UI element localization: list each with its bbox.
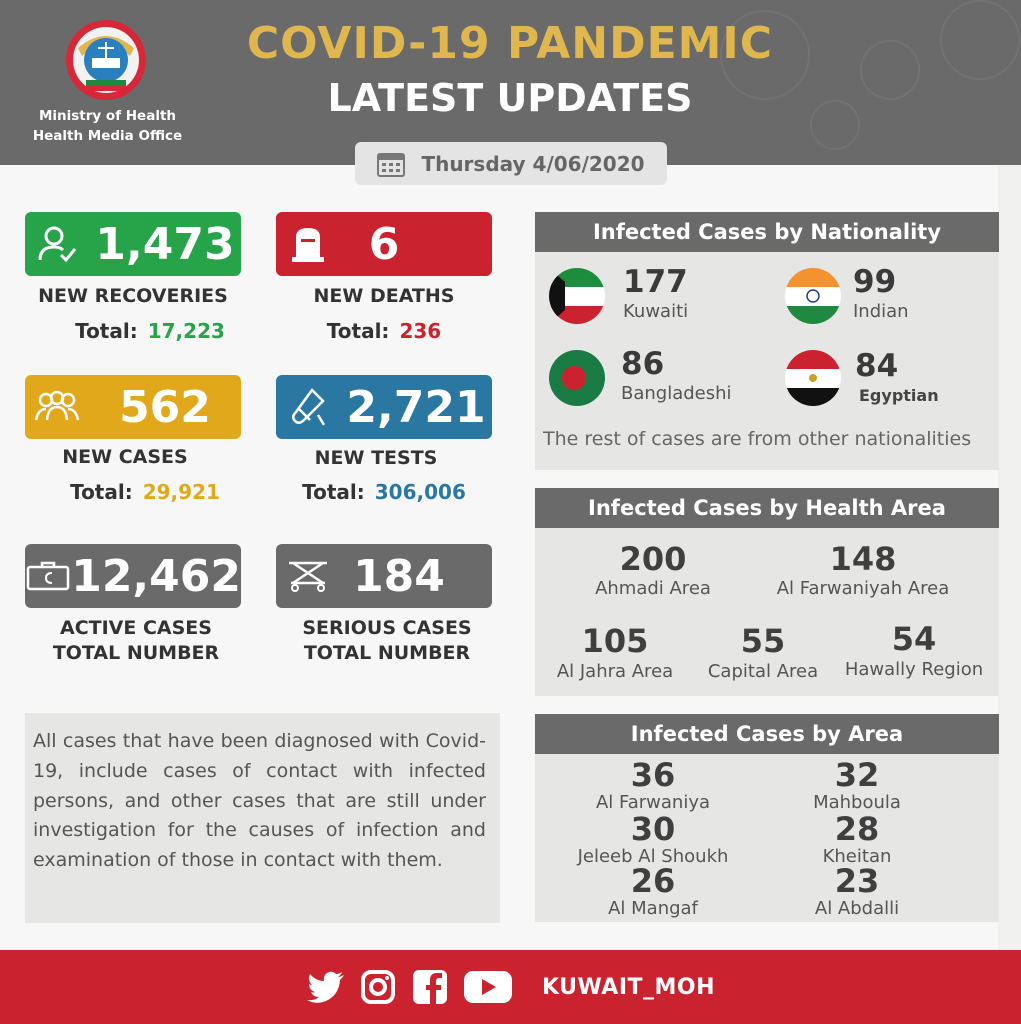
instagram-icon[interactable] <box>358 967 398 1007</box>
ministry-line1: Ministry of Health <box>38 108 177 124</box>
recoveries-card <box>25 212 241 276</box>
cases-card <box>25 375 241 439</box>
india-flag-icon <box>785 268 841 324</box>
report-date: Thursday 4/06/2020 <box>421 151 645 176</box>
recovered-person-icon <box>25 212 89 276</box>
serious-card <box>276 544 492 608</box>
mangaf-count: 26 <box>630 862 676 900</box>
total-label: Total: <box>302 480 365 504</box>
twitter-icon[interactable] <box>306 967 346 1007</box>
note-text: All cases that have been diagnosed with Covid-19, include cases of contact with infected persons, and other cases that are still under investigation for the causes of infection and examination of those in contact with them. <box>33 730 486 872</box>
footer-bar <box>0 950 1021 1024</box>
note-box <box>25 713 500 923</box>
nationality-heading: Infected Cases by Nationality <box>535 212 999 252</box>
cases-total <box>25 480 265 504</box>
jahra-count: 105 <box>581 622 649 660</box>
calendar-icon <box>377 151 405 177</box>
active-label-line1: ACTIVE CASES <box>60 617 212 639</box>
jeleeb-label: Jeleeb Al Shoukh <box>577 846 729 867</box>
total-label: Total: <box>75 319 138 343</box>
indian-label: Indian <box>853 301 909 322</box>
ahmadi-label: Ahmadi Area <box>595 578 711 599</box>
ministry-emblem-icon <box>62 14 150 102</box>
mahboula-label: Mahboula <box>813 792 901 813</box>
jeleeb-count: 30 <box>630 810 676 848</box>
mangaf-label: Al Mangaf <box>608 898 698 919</box>
area-heading: Infected Cases by Area <box>535 714 999 754</box>
al-farwaniya-count: 36 <box>630 756 676 794</box>
mahboula-count: 32 <box>834 756 880 794</box>
egypt-flag-icon <box>785 350 841 406</box>
social-handle[interactable]: KUWAIT_MOH <box>541 974 716 1000</box>
deaths-label: NEW DEATHS <box>313 285 455 307</box>
abdalli-count: 23 <box>834 862 880 900</box>
tombstone-icon <box>276 212 340 276</box>
nationality-section <box>535 212 999 470</box>
health-area-heading: Infected Cases by Health Area <box>535 488 999 528</box>
tests-value: 2,721 <box>346 381 486 433</box>
active-card <box>25 544 241 608</box>
capital-count: 55 <box>740 622 786 660</box>
recoveries-label: NEW RECOVERIES <box>38 285 228 307</box>
serious-value: 184 <box>353 550 445 602</box>
kheitan-label: Kheitan <box>822 846 892 867</box>
jahra-label: Al Jahra Area <box>556 661 674 682</box>
bangladeshi-count: 86 <box>621 346 665 382</box>
ministry-line2: Health Media Office <box>32 128 183 144</box>
subtitle: LATEST UPDATES <box>327 76 693 120</box>
tests-card <box>276 375 492 439</box>
stretcher-icon <box>276 544 340 608</box>
test-tube-icon <box>276 375 340 439</box>
serious-label-line1: SERIOUS CASES <box>302 617 472 639</box>
active-label <box>25 616 247 666</box>
bangladeshi-label: Bangladeshi <box>621 383 732 404</box>
active-label-line2: TOTAL NUMBER <box>52 642 220 664</box>
ahmadi-count: 200 <box>619 540 687 578</box>
suitcase-icon <box>25 544 71 608</box>
tests-total <box>276 480 492 504</box>
tests-label: NEW TESTS <box>314 447 438 469</box>
total-label: Total: <box>70 480 133 504</box>
ministry-name <box>20 106 195 146</box>
indian-count: 99 <box>853 264 897 300</box>
kheitan-count: 28 <box>834 810 880 848</box>
recoveries-total-value: 17,223 <box>147 319 225 343</box>
recoveries-total <box>25 319 275 343</box>
area-section <box>535 714 999 922</box>
nationality-footnote: The rest of cases are from other nationalities <box>543 428 972 450</box>
health-area-section <box>535 488 999 696</box>
serious-label <box>276 616 498 666</box>
main-title: COVID-19 PANDEMIC <box>246 18 774 69</box>
kuwait-flag-icon <box>549 268 605 324</box>
capital-label: Capital Area <box>707 661 819 682</box>
abdalli-label: Al Abdalli <box>814 898 900 919</box>
farwaniyah-label: Al Farwaniyah Area <box>776 578 950 599</box>
serious-label-line2: TOTAL NUMBER <box>303 642 471 664</box>
egyptian-count: 84 <box>855 348 899 384</box>
deaths-value: 6 <box>368 218 400 270</box>
facebook-icon[interactable] <box>410 967 450 1007</box>
deaths-total <box>276 319 492 343</box>
deaths-total-value: 236 <box>399 319 442 343</box>
cases-total-value: 29,921 <box>142 480 220 504</box>
egyptian-label: Egyptian <box>859 386 939 405</box>
bangladesh-flag-icon <box>549 350 605 406</box>
cases-value: 562 <box>119 381 211 433</box>
recoveries-value: 1,473 <box>95 218 235 270</box>
infected-people-icon <box>25 375 89 439</box>
active-value: 12,462 <box>71 550 241 602</box>
deaths-card <box>276 212 492 276</box>
cases-label: NEW CASES <box>62 446 188 468</box>
total-label: Total: <box>326 319 390 343</box>
tests-total-value: 306,006 <box>374 480 466 504</box>
kuwaiti-label: Kuwaiti <box>623 301 689 322</box>
kuwaiti-count: 177 <box>623 264 688 300</box>
hawally-label: Hawally Region <box>844 659 984 680</box>
hawally-count: 54 <box>891 620 937 658</box>
farwaniyah-count: 148 <box>829 540 897 578</box>
date-badge <box>355 142 667 185</box>
al-farwaniya-label: Al Farwaniya <box>595 792 710 813</box>
youtube-icon[interactable] <box>462 967 514 1007</box>
